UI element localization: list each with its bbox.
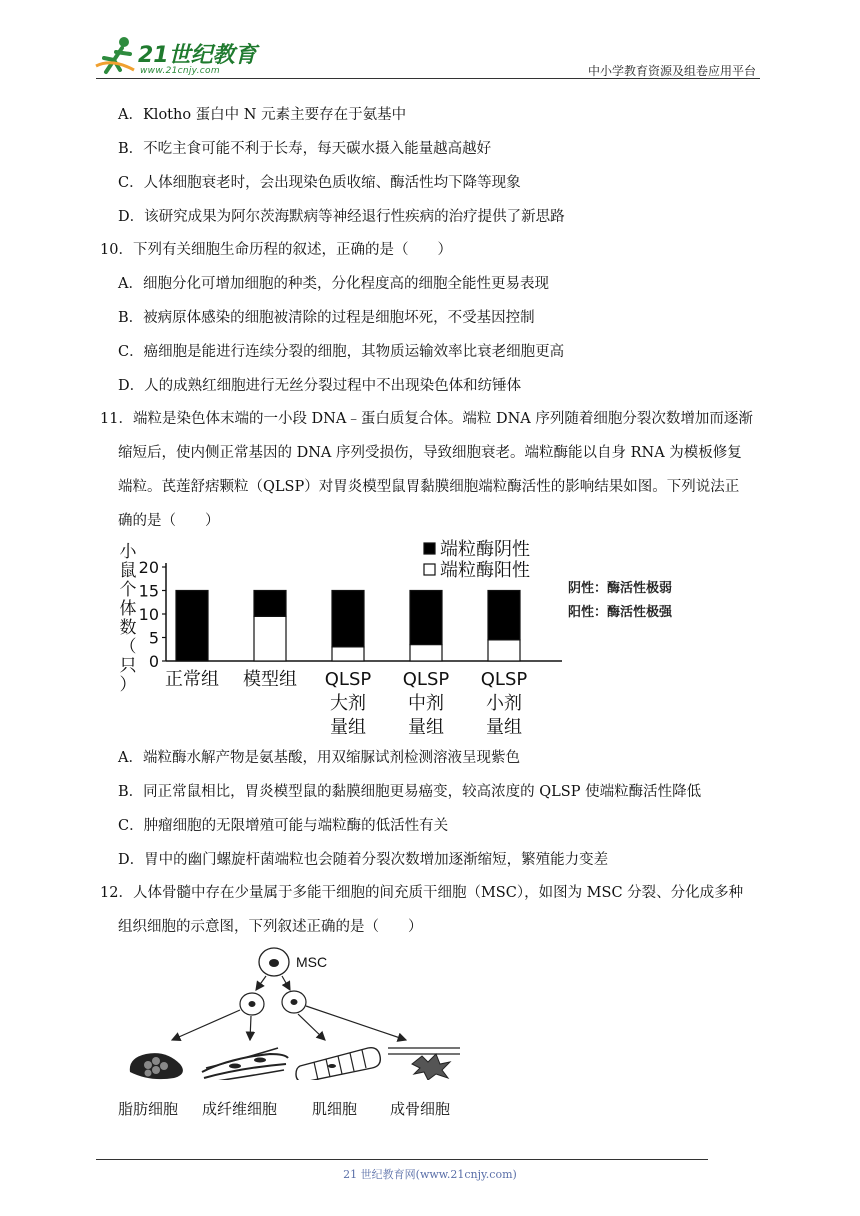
chart-y-axis-label xyxy=(120,542,138,695)
arrow-icon xyxy=(298,1014,325,1040)
q10-option-c: C．癌细胞是能进行连续分裂的细胞，其物质运输效率比衰老细胞更高 xyxy=(118,344,565,360)
arrow-icon xyxy=(282,976,290,990)
bar-negative xyxy=(332,591,364,647)
daughter-cell-icon xyxy=(240,993,264,1015)
x-tick-label: QLSP xyxy=(402,669,450,690)
muscle-cell-icon xyxy=(296,1048,380,1080)
bar-positive xyxy=(332,647,364,661)
x-tick-label: QLSP xyxy=(480,669,528,690)
q12-stem-line-1: 12．人体骨髓中存在少量属于多能干细胞的间充质干细胞（MSC），如图为 MSC 分裂、分化成多种 xyxy=(100,885,744,901)
x-tick-label: QLSP xyxy=(324,669,372,690)
bar-negative xyxy=(488,591,520,640)
q11-stem-line-1: 11．端粒是染色体末端的一小段 DNA﹣蛋白质复合体。端粒 DNA 序列随着细胞分裂次数增加而逐渐 xyxy=(100,411,753,427)
chart-note: 阳性：酶活性极强 xyxy=(568,605,673,620)
legend-label: 端粒酶阴性 xyxy=(440,539,530,560)
y-tick-label: 15 xyxy=(138,581,159,601)
y-tick-label: 20 xyxy=(138,558,159,577)
osteocyte-label: 成骨细胞 xyxy=(390,1100,451,1118)
x-tick-label: 中剂 xyxy=(408,693,444,714)
chart-legend xyxy=(424,539,530,581)
q11-option-d: D．胃中的幽门螺旋杆菌端粒也会随着分裂次数增加逐渐缩短，繁殖能力变差 xyxy=(118,852,609,868)
q9-option-b: B．不吃主食可能不利于长寿，每天碳水摄入能量越高越好 xyxy=(118,141,492,157)
bar-negative xyxy=(254,591,286,617)
q12-stem-line-2: 组织细胞的示意图，下列叙述正确的是（ ） xyxy=(118,919,423,935)
msc-cell-icon xyxy=(259,948,289,976)
chart-x-labels xyxy=(165,669,527,738)
adipocyte-label: 脂肪细胞 xyxy=(118,1100,179,1118)
q11-stem-line-2: 缩短后，使内侧正常基因的 DNA 序列受损伤，导致细胞衰老。端粒酶能以自身 RNA 为模板修复 xyxy=(118,445,742,461)
y-axis-label-char: 鼠 xyxy=(119,561,137,581)
msc-label: MSC xyxy=(296,954,328,970)
y-axis-label-char: 只 xyxy=(119,656,137,676)
msc-differentiation-diagram xyxy=(110,940,480,1080)
footer-divider xyxy=(96,1159,708,1160)
telomerase-bar-chart xyxy=(110,535,710,740)
header-divider xyxy=(96,78,760,79)
daughter-cell-icon xyxy=(282,991,306,1013)
q10-option-b: B．被病原体感染的细胞被清除的过程是细胞坏死，不受基因控制 xyxy=(118,310,535,326)
y-axis-label-char: ） xyxy=(119,675,137,695)
arrow-icon xyxy=(256,976,266,990)
x-tick-label: 大剂 xyxy=(330,693,366,714)
fibroblast-label: 成纤维细胞 xyxy=(202,1100,278,1118)
logo-url: www.21cnjy.com xyxy=(140,66,220,76)
q11-stem-line-4: 确的是（ ） xyxy=(118,513,220,529)
runner-logo-icon xyxy=(94,36,138,76)
footer-text: 21 世纪教育网(www.21cnjy.com) xyxy=(343,1168,517,1181)
q9-option-a: A．Klotho 蛋白中 N 元素主要存在于氨基中 xyxy=(118,107,407,123)
osteocyte-icon xyxy=(388,1048,460,1080)
x-tick-label: 模型组 xyxy=(243,669,297,690)
arrow-icon xyxy=(306,1006,406,1040)
bar-negative xyxy=(410,591,442,645)
q11-option-c: C．肿瘤细胞的无限增殖可能与端粒酶的低活性有关 xyxy=(118,818,449,834)
legend-label: 端粒酶阳性 xyxy=(440,560,530,581)
q11-option-b: B．同正常鼠相比，胃炎模型鼠的黏膜细胞更易癌变，较高浓度的 QLSP 使端粒酶活性降低 xyxy=(118,784,702,800)
bar-positive xyxy=(410,645,442,661)
legend-swatch xyxy=(424,564,435,575)
y-tick-label: 0 xyxy=(148,652,159,671)
adipocyte-icon xyxy=(130,1053,183,1079)
q10-stem: 10．下列有关细胞生命历程的叙述，正确的是（ ） xyxy=(100,242,452,258)
q11-option-a: A．端粒酶水解产物是氨基酸，用双缩脲试剂检测溶液呈现紫色 xyxy=(118,750,520,766)
arrow-icon xyxy=(172,1010,240,1040)
y-axis-label-char: （ xyxy=(119,637,137,657)
x-tick-label: 量组 xyxy=(408,717,444,738)
q9-option-d: D．该研究成果为阿尔茨海默病等神经退行性疾病的治疗提供了新思路 xyxy=(118,209,565,225)
header-logo xyxy=(94,36,264,80)
bar-negative xyxy=(176,591,208,662)
y-axis-label-char: 体 xyxy=(119,599,137,619)
q9-option-c: C．人体细胞衰老时，会出现染色质收缩、酶活性均下降等现象 xyxy=(118,175,521,191)
y-axis-label-char: 个 xyxy=(119,580,137,600)
q10-option-a: A．细胞分化可增加细胞的种类，分化程度高的细胞全能性更易表现 xyxy=(118,276,549,292)
muscle-cell-label: 肌细胞 xyxy=(312,1100,358,1118)
logo-title: 21世纪教育 xyxy=(138,43,257,68)
q10-option-d: D．人的成熟红细胞进行无丝分裂过程中不出现染色体和纺锤体 xyxy=(118,378,522,394)
x-tick-label: 量组 xyxy=(330,717,366,738)
chart-bars xyxy=(176,591,520,662)
bar-positive xyxy=(254,616,286,661)
y-tick-label: 5 xyxy=(148,628,159,648)
arrow-icon xyxy=(250,1016,251,1040)
y-axis-label-char: 小 xyxy=(119,542,137,562)
q11-stem-line-3: 端粒。芪莲舒痞颗粒（QLSP）对胃炎模型鼠胃黏膜细胞端粒酶活性的影响结果如图。下列说法正 xyxy=(118,479,740,495)
legend-swatch xyxy=(424,543,435,554)
chart-notes xyxy=(568,580,673,620)
x-tick-label: 量组 xyxy=(486,717,522,738)
chart-note: 阴性：酶活性极弱 xyxy=(568,581,673,596)
y-tick-label: 10 xyxy=(138,605,159,624)
y-axis-label-char: 数 xyxy=(119,618,137,638)
fibroblast-icon xyxy=(202,1048,288,1080)
bar-positive xyxy=(488,640,520,661)
x-tick-label: 正常组 xyxy=(165,669,219,690)
header-platform: 中小学教育资源及组卷应用平台 xyxy=(587,64,756,78)
x-tick-label: 小剂 xyxy=(486,693,522,714)
